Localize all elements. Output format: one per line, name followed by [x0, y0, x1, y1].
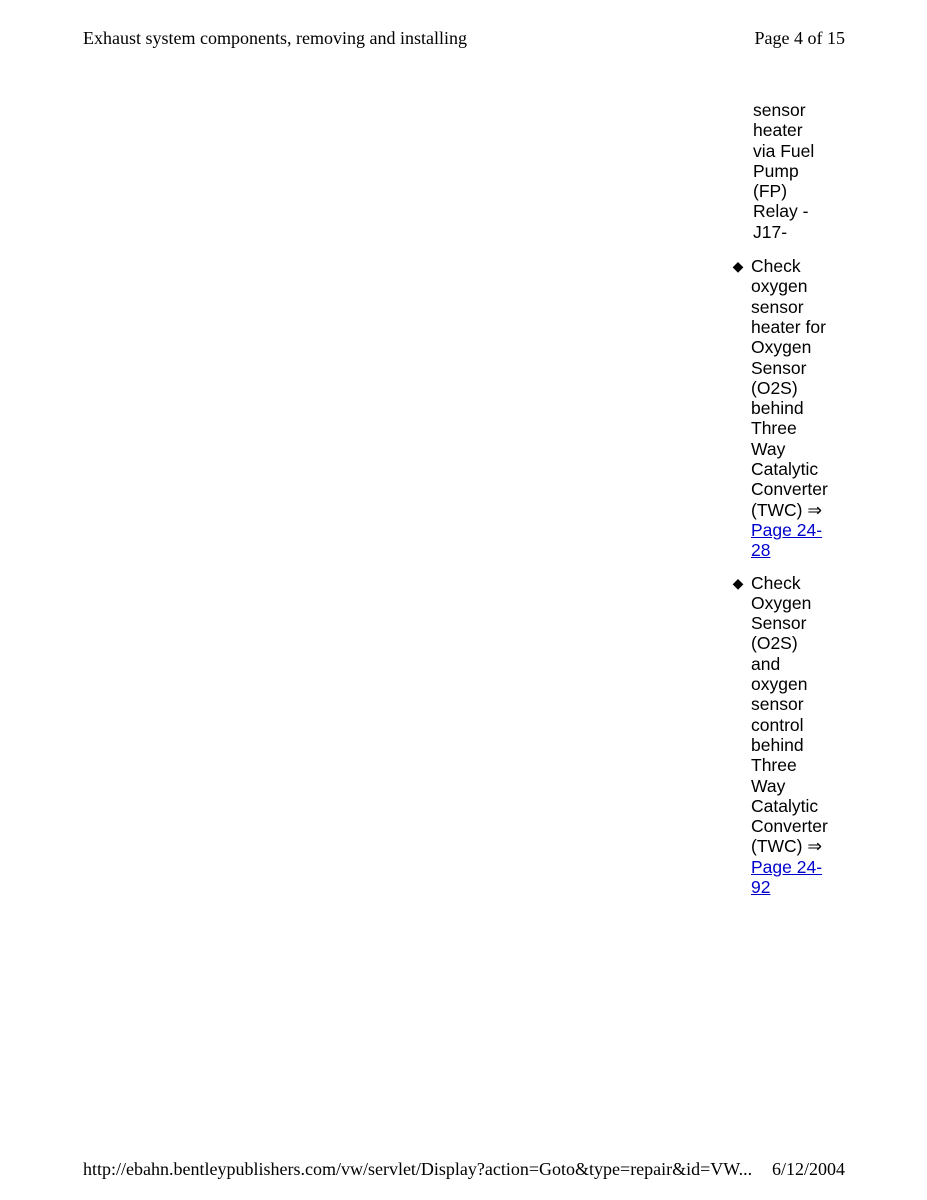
- text-line: Way: [751, 775, 786, 796]
- text-line: Three: [751, 755, 797, 776]
- text-line: oxygen: [751, 674, 808, 695]
- text-line: (O2S): [751, 633, 798, 654]
- link-line[interactable]: 92: [751, 876, 771, 897]
- text-line: via Fuel: [753, 140, 815, 161]
- text-line: Check: [751, 256, 801, 277]
- page-24-92-link[interactable]: [751, 857, 838, 898]
- text-line: Oxygen: [751, 592, 812, 613]
- print-date: 6/12/2004: [771, 1159, 845, 1179]
- page-number: Page 4 of 15: [754, 28, 845, 48]
- link-line[interactable]: Page 24-: [751, 519, 823, 540]
- text-line: Check: [751, 572, 801, 593]
- text-line: sensor: [751, 296, 804, 317]
- text-line: Relay -: [753, 201, 809, 222]
- text-line: Sensor: [751, 357, 807, 378]
- text-line: (TWC) ⇒: [751, 836, 823, 857]
- source-url: http://ebahn.bentleypublishers.com/vw/servlet/Display?action=Goto&type=repair&id=VW...: [83, 1159, 753, 1179]
- text-line: and: [751, 653, 781, 674]
- link-line[interactable]: Page 24-: [751, 856, 823, 877]
- text-line: Catalytic: [751, 459, 819, 480]
- text-line: sensor: [753, 100, 806, 120]
- text-line: Three: [751, 418, 797, 439]
- text-line: Catalytic: [751, 795, 819, 816]
- text-line: behind: [751, 734, 804, 755]
- text-line: Way: [751, 438, 786, 459]
- content-column: [728, 100, 838, 909]
- text-line: Converter: [751, 479, 828, 500]
- text-line: oxygen: [751, 276, 808, 297]
- text-line: control: [751, 714, 804, 735]
- page-header: [83, 27, 845, 51]
- text-line: behind: [751, 398, 804, 419]
- text-line: (O2S): [751, 377, 798, 398]
- bullet-item-check-o2s-control: [728, 573, 838, 898]
- bullet-text: [751, 256, 838, 560]
- bullet-item-check-o2s-heater: [728, 256, 838, 560]
- page-footer: [83, 1158, 845, 1182]
- text-line: J17-: [753, 221, 788, 242]
- text-line: Converter: [751, 816, 828, 837]
- diamond-bullet-icon: ◆: [732, 258, 744, 275]
- text-line: Sensor: [751, 613, 807, 634]
- text-line: (TWC) ⇒: [751, 499, 823, 520]
- document-title: Exhaust system components, removing and installing: [83, 28, 467, 48]
- text-line: (FP): [753, 181, 788, 202]
- text-line: heater for: [751, 316, 826, 337]
- text-line: sensor: [751, 694, 804, 715]
- page-24-28-link[interactable]: [751, 520, 838, 561]
- text-line: Pump: [753, 160, 799, 181]
- link-line[interactable]: 28: [751, 540, 771, 561]
- continued-paragraph: [753, 100, 838, 242]
- bullet-text: [751, 573, 838, 898]
- text-line: Oxygen: [751, 337, 812, 358]
- text-line: heater: [753, 120, 803, 141]
- diamond-bullet-icon: ◆: [732, 574, 744, 591]
